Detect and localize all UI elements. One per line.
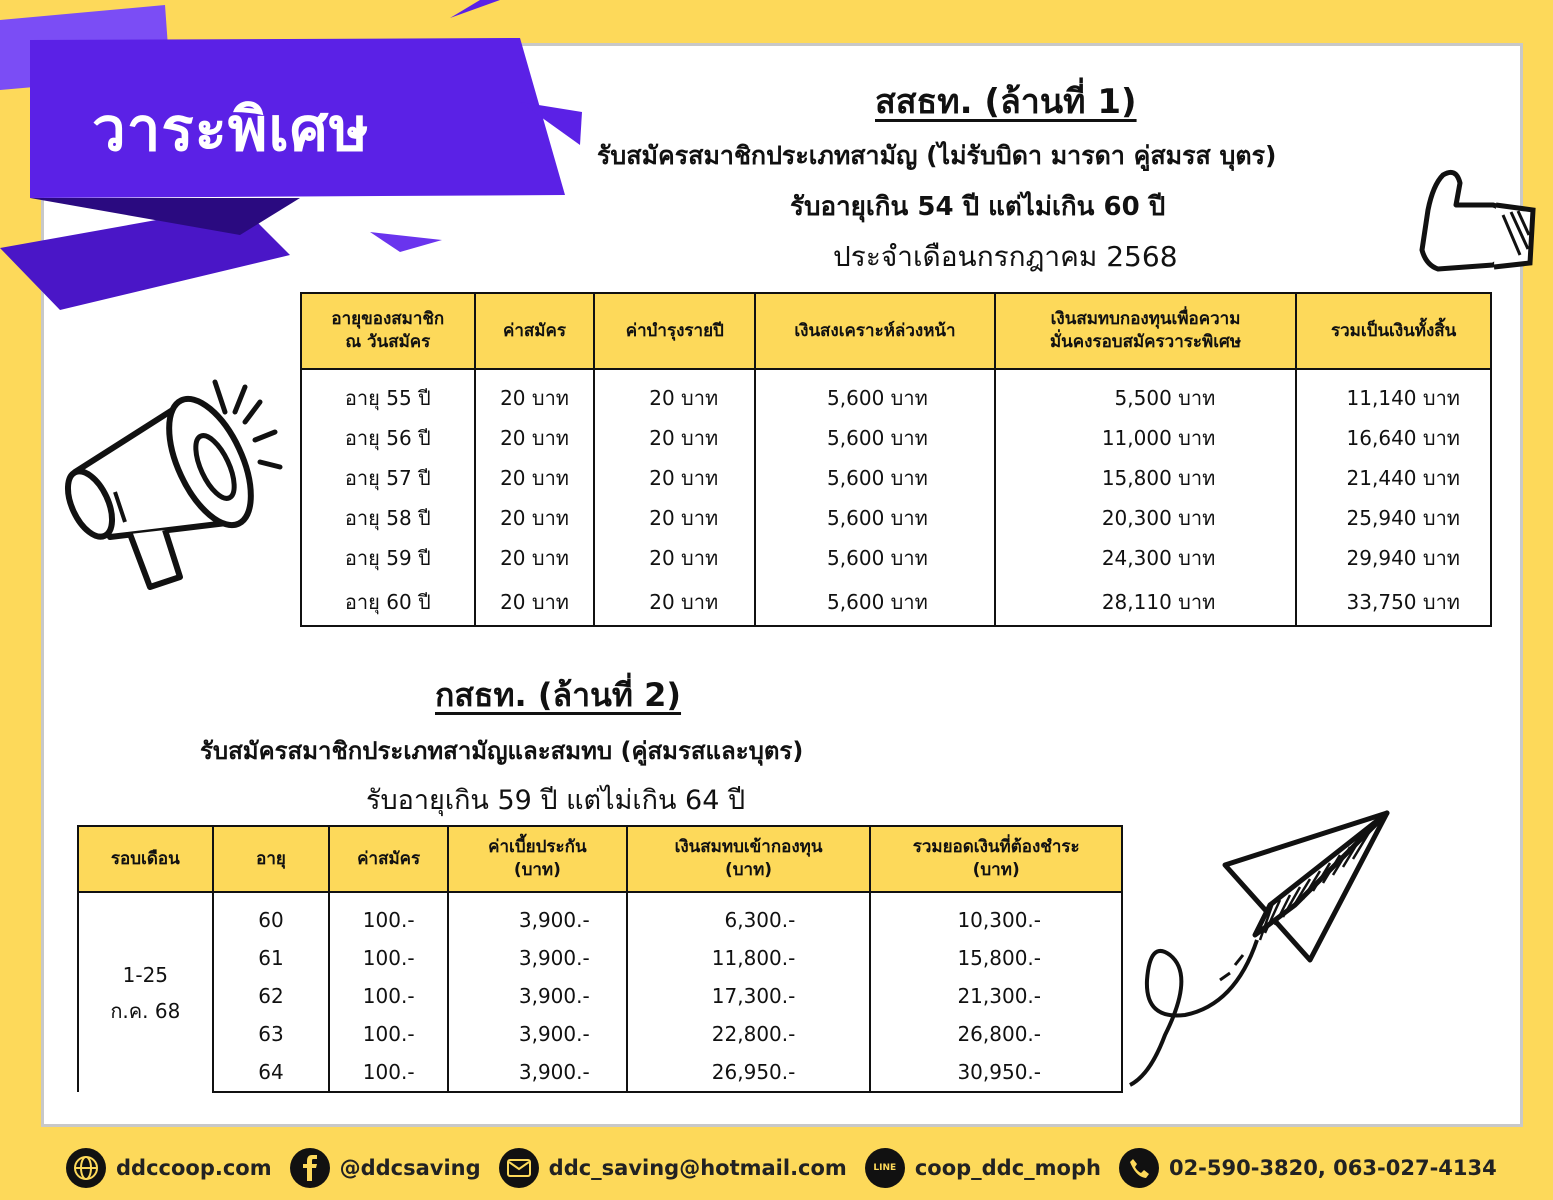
section2-age-range: รับอายุเกิน 59 ปี แต่ไม่เกิน 64 ปี [366, 785, 746, 816]
table2-header-text: (บาท) [513, 860, 561, 880]
section1-title: สสธท. (ล้านที่ 1) [875, 82, 1137, 122]
table1-cell: 28,110 บาท [995, 578, 1297, 626]
section2-title: กสธท. (ล้านที่ 2) [435, 676, 682, 714]
membership-fee-table-1 [300, 292, 1492, 627]
table1-header-text: รวมเป็นเงินทั้งสิ้น [1330, 320, 1457, 341]
table1-cell: อายุ 58 ปี [301, 498, 475, 538]
table1-header-text: ณ วันสมัคร [345, 332, 431, 352]
table1-cell: อายุ 55 ปี [301, 369, 475, 418]
table1-cell: 15,800 บาท [995, 458, 1297, 498]
table1-header-text: เงินสงเคราะห์ล่วงหน้า [794, 320, 956, 341]
table1-row [301, 578, 1491, 626]
footer-phone-text: 02-590-3820, 063-027-4134 [1168, 1156, 1497, 1180]
megaphone-icon [55, 372, 300, 607]
table1-header-text: อายุของสมาชิก [331, 309, 445, 330]
footer-line[interactable] [865, 1148, 1101, 1188]
table2-header-text: ค่าสมัคร [357, 848, 421, 869]
table2-cell: 26,950.- [627, 1053, 871, 1092]
table1-cell: 20,300 บาท [995, 498, 1297, 538]
table2-cell: 64 [213, 1053, 330, 1092]
table2-header-text: (บาท) [972, 860, 1020, 880]
table2-cell: 63 [213, 1015, 330, 1053]
table1-cell: 20 บาท [475, 369, 595, 418]
table1-cell: 20 บาท [475, 458, 595, 498]
table1-row [301, 418, 1491, 458]
table2-header-cell [329, 826, 448, 892]
thumbs-up-icon [1408, 165, 1543, 280]
table1-cell: 5,600 บาท [755, 418, 995, 458]
section2-subtitle: รับสมัครสมาชิกประเภทสามัญและสมทบ (คู่สมรสและบุตร) [200, 737, 804, 765]
footer-phone[interactable] [1119, 1148, 1497, 1188]
table1-header-text: มั่นคงรอบสมัครวาระพิเศษ [1049, 332, 1242, 352]
table2-cell: 3,900.- [448, 977, 627, 1015]
table2-header-text: (บาท) [724, 860, 773, 880]
table1-cell: 5,600 บาท [755, 369, 995, 418]
section1-subtitle: รับสมัครสมาชิกประเภทสามัญ (ไม่รับบิดา มารดา คู่สมรส บุตร) [597, 141, 1277, 170]
table2-header-cell [448, 826, 627, 892]
table1-cell: 21,440 บาท [1296, 458, 1491, 498]
table2-header-cell [78, 826, 213, 892]
table1-cell: 20 บาท [594, 578, 755, 626]
table2-period-cell [78, 892, 213, 1092]
table2-header-text: เงินสมทบเข้ากองทุน [674, 837, 823, 858]
table1-row [301, 369, 1491, 418]
table2-cell: 62 [213, 977, 330, 1015]
table2-cell: 26,800.- [870, 1015, 1122, 1053]
table1-cell: อายุ 56 ปี [301, 418, 475, 458]
line-icon: LINE [865, 1148, 905, 1188]
table1-cell: 20 บาท [475, 578, 595, 626]
footer-website-text: ddccoop.com [116, 1156, 272, 1180]
table2-cell: 3,900.- [448, 939, 627, 977]
table1-row [301, 498, 1491, 538]
footer-email-text: ddc_saving@hotmail.com [548, 1156, 847, 1180]
table1-cell: 24,300 บาท [995, 538, 1297, 578]
table1-cell: อายุ 57 ปี [301, 458, 475, 498]
table2-cell: 100.- [329, 939, 448, 977]
table2-cell: 30,950.- [870, 1053, 1122, 1092]
table2-cell: 100.- [329, 977, 448, 1015]
table2-cell: 22,800.- [627, 1015, 871, 1053]
table2-cell: 21,300.- [870, 977, 1122, 1015]
table2-row [78, 892, 1122, 939]
table1-cell: อายุ 60 ปี [301, 578, 475, 626]
table1-cell: 16,640 บาท [1296, 418, 1491, 458]
table2-header-text: อายุ [256, 848, 286, 869]
table1-header-text: ค่าบำรุงรายปี [625, 320, 724, 341]
table2-header-cell [870, 826, 1122, 892]
table2-body [78, 892, 1122, 1092]
table1-header-cell [475, 293, 595, 369]
table1-header-cell [995, 293, 1297, 369]
table1-cell: 20 บาท [594, 369, 755, 418]
table2-cell: 3,900.- [448, 1053, 627, 1092]
table1-cell: 11,140 บาท [1296, 369, 1491, 418]
table2-cell: 11,800.- [627, 939, 871, 977]
table1-cell: 20 บาท [594, 538, 755, 578]
table1-cell: 5,600 บาท [755, 578, 995, 626]
table2-cell: 15,800.- [870, 939, 1122, 977]
table1-cell: 5,600 บาท [755, 538, 995, 578]
table1-cell: 11,000 บาท [995, 418, 1297, 458]
footer-website[interactable] [66, 1148, 272, 1188]
table2-cell: 100.- [329, 1053, 448, 1092]
table1-header-cell [594, 293, 755, 369]
table2-header-cell [627, 826, 871, 892]
table1-cell: 20 บาท [475, 538, 595, 578]
table1-cell: 5,500 บาท [995, 369, 1297, 418]
table2-cell: 17,300.- [627, 977, 871, 1015]
footer-email[interactable] [499, 1148, 847, 1188]
table2-header-cell [213, 826, 330, 892]
table2-period-line: ก.ค. 68 [110, 998, 181, 1023]
table1-cell: 20 บาท [594, 458, 755, 498]
table1-cell: 5,600 บาท [755, 498, 995, 538]
table2-header-text: รวมยอดเงินที่ต้องชำระ [912, 837, 1080, 858]
footer-line-text: coop_ddc_moph [914, 1156, 1101, 1180]
table2-header-text: ค่าเบี้ยประกัน [488, 837, 587, 858]
table1-header-text: เงินสมทบกองทุนเพื่อความ [1050, 309, 1241, 330]
facebook-icon [290, 1148, 330, 1188]
table2-header-row [78, 826, 1122, 892]
phone-icon [1119, 1148, 1159, 1188]
table2-cell: 6,300.- [627, 892, 871, 939]
globe-icon [66, 1148, 106, 1188]
table1-cell: 20 บาท [475, 418, 595, 458]
table1-header-text: ค่าสมัคร [503, 320, 567, 341]
table2-row [78, 1053, 1122, 1092]
table1-cell: 29,940 บาท [1296, 538, 1491, 578]
table1-header-cell [1296, 293, 1491, 369]
table2-cell: 100.- [329, 1015, 448, 1053]
table1-header-row [301, 293, 1491, 369]
banner-title: วาระพิเศษ [92, 95, 370, 165]
table2-cell: 100.- [329, 892, 448, 939]
footer-facebook-text: @ddcsaving [339, 1156, 481, 1180]
section1-age-range: รับอายุเกิน 54 ปี แต่ไม่เกิน 60 ปี [790, 192, 1166, 222]
table1-row [301, 458, 1491, 498]
table2-period-line: 1-25 [122, 962, 169, 987]
table2-header-text: รอบเดือน [110, 848, 180, 869]
table1-header-cell [301, 293, 475, 369]
section1-period: ประจำเดือนกรกฎาคม 2568 [833, 240, 1178, 273]
paper-plane-icon [1125, 805, 1400, 1095]
table1-cell: อายุ 59 ปี [301, 538, 475, 578]
table2-row [78, 977, 1122, 1015]
table1-cell: 20 บาท [475, 498, 595, 538]
contact-footer [66, 1146, 1515, 1190]
table1-row [301, 538, 1491, 578]
table1-cell: 20 บาท [594, 498, 755, 538]
table2-cell: 10,300.- [870, 892, 1122, 939]
footer-facebook[interactable] [290, 1148, 481, 1188]
table1-cell: 20 บาท [594, 418, 755, 458]
mail-icon [499, 1148, 539, 1188]
table2-cell: 3,900.- [448, 892, 627, 939]
table1-header-cell [755, 293, 995, 369]
table2-row [78, 1015, 1122, 1053]
table1-cell: 25,940 บาท [1296, 498, 1491, 538]
table2-cell: 61 [213, 939, 330, 977]
table1-cell: 33,750 บาท [1296, 578, 1491, 626]
table2-cell: 3,900.- [448, 1015, 627, 1053]
table2-row [78, 939, 1122, 977]
table2-cell: 60 [213, 892, 330, 939]
table1-body [301, 369, 1491, 626]
table1-cell: 5,600 บาท [755, 458, 995, 498]
membership-fee-table-2 [77, 825, 1123, 1093]
